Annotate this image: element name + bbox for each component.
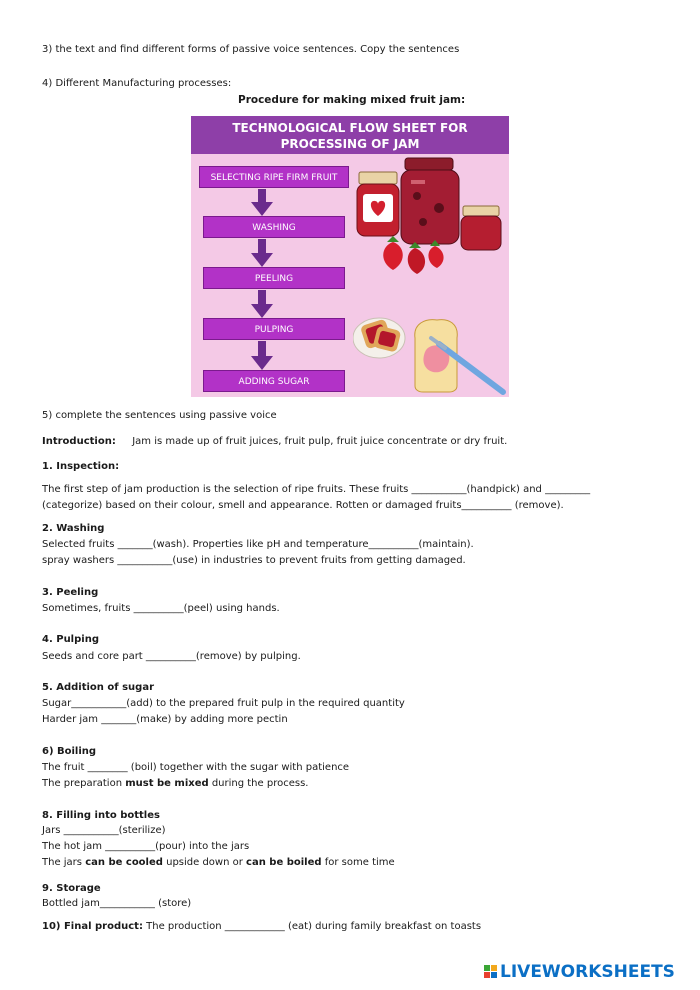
- sugar-line-2: Harder jam _______(make) by adding more pectin: [42, 714, 288, 725]
- toast-plate-icon: [353, 318, 405, 358]
- heading-pulping: 4. Pulping: [42, 634, 99, 645]
- jam-illustration: [353, 156, 509, 397]
- heading-addition-of-sugar: 5. Addition of sugar: [42, 682, 155, 693]
- jam-flow-sheet-image: [191, 116, 509, 397]
- flow-step-pulping: PULPING: [203, 318, 345, 340]
- question-3: 3) the text and find different forms of passive voice sentences. Copy the sentences: [42, 44, 460, 55]
- heading-final-product: 10) Final product:: [42, 921, 143, 932]
- pulping-line-1: Seeds and core part __________(remove) by pulping.: [42, 651, 301, 662]
- washing-line-1: Selected fruits _______(wash). Properties like pH and temperature__________(maintain).: [42, 539, 474, 550]
- final-product-text: The production ____________ (eat) during family breakfast on toasts: [142, 921, 482, 932]
- heading-filling: 8. Filling into bottles: [42, 810, 160, 821]
- flow-sheet-banner: [191, 116, 509, 154]
- flow-sheet-title-line2: PROCESSING OF JAM: [280, 137, 420, 151]
- filling-text-3: for some time: [321, 857, 395, 868]
- question-4: 4) Different Manufacturing processes:: [42, 78, 232, 89]
- flow-step-washing: WASHING: [203, 216, 345, 238]
- jam-jar-icon: [461, 206, 501, 250]
- final-product: [42, 921, 481, 932]
- flow-sheet-title-line1: TECHNOLOGICAL FLOW SHEET FOR: [232, 121, 468, 135]
- small-jam-jar-icon: [357, 172, 399, 236]
- heading-peeling: 3. Peeling: [42, 587, 99, 598]
- sugar-line-1: Sugar___________(add) to the prepared fruit pulp in the required quantity: [42, 698, 405, 709]
- peeling-line-1: Sometimes, fruits __________(peel) using hands.: [42, 603, 280, 614]
- heading-boiling: 6) Boiling: [42, 746, 97, 757]
- filling-line-2: The hot jam __________(pour) into the jars: [42, 841, 250, 852]
- heading-storage: 9. Storage: [42, 883, 101, 894]
- inspection-line-2: (categorize) based on their colour, smell and appearance. Rotten or damaged fruits__________ (remove).: [42, 500, 564, 511]
- toast-with-knife-icon: [415, 320, 503, 392]
- heading-inspection: 1. Inspection:: [42, 461, 120, 472]
- liveworksheets-logo-icon: [484, 965, 498, 981]
- filling-text-2: upside down or: [162, 857, 247, 868]
- down-arrow-icon: [251, 239, 273, 267]
- filling-text-1: The jars: [42, 857, 86, 868]
- introduction-text: Jam is made up of fruit juices, fruit pulp, fruit juice concentrate or dry fruit.: [132, 436, 508, 447]
- boiling-text: The preparation: [42, 778, 126, 789]
- boiling-text-end: during the process.: [208, 778, 309, 789]
- introduction: [42, 436, 507, 447]
- down-arrow-icon: [251, 290, 273, 318]
- procedure-title: Procedure for making mixed fruit jam:: [238, 94, 466, 106]
- boiling-line-2: [42, 778, 308, 789]
- filling-emphasis-2: can be boiled: [246, 857, 322, 868]
- big-jam-jar-icon: [401, 158, 459, 244]
- liveworksheets-logo-text: LIVEWORKSHEETS: [500, 962, 675, 982]
- heading-washing: 2. Washing: [42, 523, 105, 534]
- flow-step-select: SELECTING RIPE FIRM FRUIT: [199, 166, 349, 188]
- inspection-line-1: The first step of jam production is the selection of ripe fruits. These fruits ___________(handpick) and _________: [42, 484, 591, 495]
- filling-emphasis-1: can be cooled: [85, 857, 163, 868]
- filling-line-3: [42, 857, 395, 868]
- down-arrow-icon: [251, 189, 273, 216]
- flow-step-adding-sugar: ADDING SUGAR: [203, 370, 345, 392]
- boiling-line-1: The fruit ________ (boil) together with the sugar with patience: [42, 762, 350, 773]
- question-5: 5) complete the sentences using passive voice: [42, 410, 277, 421]
- boiling-emphasis: must be mixed: [125, 778, 209, 789]
- flow-step-peeling: PEELING: [203, 267, 345, 289]
- storage-line-1: Bottled jam___________ (store): [42, 898, 192, 909]
- introduction-label: Introduction:: [42, 436, 116, 447]
- filling-line-1: Jars ___________(sterilize): [42, 825, 166, 836]
- washing-line-2: spray washers ___________(use) in industries to prevent fruits from getting damaged.: [42, 555, 466, 566]
- down-arrow-icon: [251, 341, 273, 370]
